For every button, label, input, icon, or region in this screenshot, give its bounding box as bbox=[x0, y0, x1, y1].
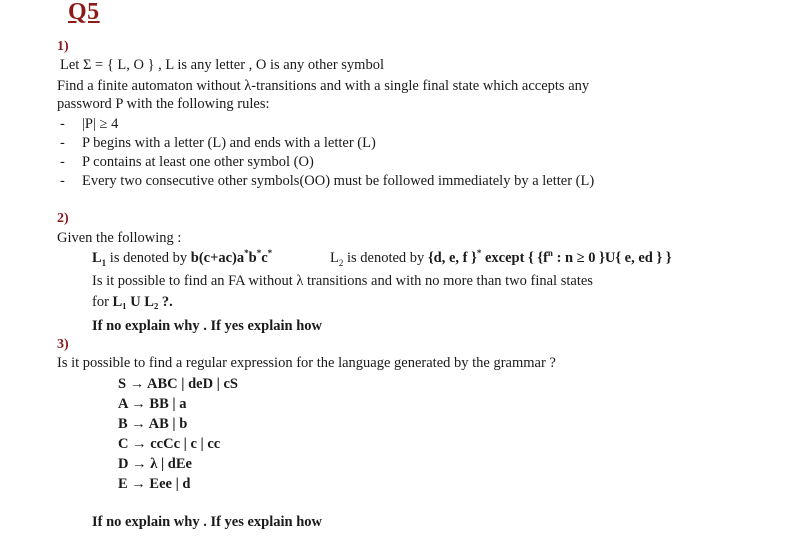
grammar-rule: C → ccCc | c | cc bbox=[118, 436, 221, 452]
section-1-line-2: Find a finite automaton without λ-transitions and with a single final state which accepts any bbox=[57, 78, 590, 94]
bullet-item: Every two consecutive other symbols(OO) must be followed immediately by a letter (L) bbox=[82, 173, 595, 189]
section-2-number: 2) bbox=[57, 211, 69, 226]
l1-name: $L_1$ bbox=[92, 250, 107, 268]
section-3-closing: If no explain why . If yes explain how bbox=[92, 514, 323, 530]
question-title: Q5 bbox=[68, 0, 100, 25]
bullet-item: |P| ≥ 4 bbox=[82, 116, 119, 132]
section-2-union: for L₁ U L₂ ?. bbox=[92, 294, 173, 310]
grammar-rule: S → ABC | deD | cS bbox=[118, 376, 238, 392]
grammar-rule: B → AB | b bbox=[118, 416, 188, 432]
l2-name: $L_2$ bbox=[330, 250, 344, 268]
section-2-closing: If no explain why . If yes explain how bbox=[92, 318, 323, 334]
bullet-marker: - bbox=[60, 154, 65, 170]
section-3-number: 3) bbox=[57, 337, 69, 352]
section-1-line-3: password P with the following rules: bbox=[57, 96, 270, 112]
bullet-item: P contains at least one other symbol (O) bbox=[82, 154, 314, 170]
bullet-item: P begins with a letter (L) and ends with a letter (L) bbox=[82, 135, 376, 151]
l2-text: is denoted by bbox=[343, 250, 428, 266]
bullet-marker: - bbox=[60, 116, 65, 132]
language-l2-definition bbox=[330, 250, 672, 267]
l2-expression: {d, e, f }* except { {$f^n$ : n ≥ 0 }U{ e, ed } } bbox=[427, 248, 672, 266]
grammar-rule: E → Eee | d bbox=[118, 476, 191, 492]
section-1-line-1: Let Σ = { L, O } , L is any letter , O is any other symbol bbox=[60, 57, 384, 73]
language-l1-definition bbox=[92, 250, 272, 267]
l1-expression: b(c+ac)a*b*c* bbox=[190, 248, 273, 266]
bullet-marker: - bbox=[60, 173, 65, 189]
section-1-number: 1) bbox=[57, 39, 69, 54]
l1-text: is denoted by bbox=[106, 250, 191, 266]
section-2-question: Is it possible to find an FA without λ transitions and with no more than two final states bbox=[92, 273, 593, 289]
grammar-rule: D → λ | dEe bbox=[118, 456, 192, 472]
grammar-rule: A → BB | a bbox=[118, 396, 187, 412]
section-2-intro: Given the following : bbox=[57, 230, 182, 246]
section-3-intro: Is it possible to find a regular expression for the language generated by the grammar ? bbox=[57, 355, 556, 371]
bullet-marker: - bbox=[60, 135, 65, 151]
